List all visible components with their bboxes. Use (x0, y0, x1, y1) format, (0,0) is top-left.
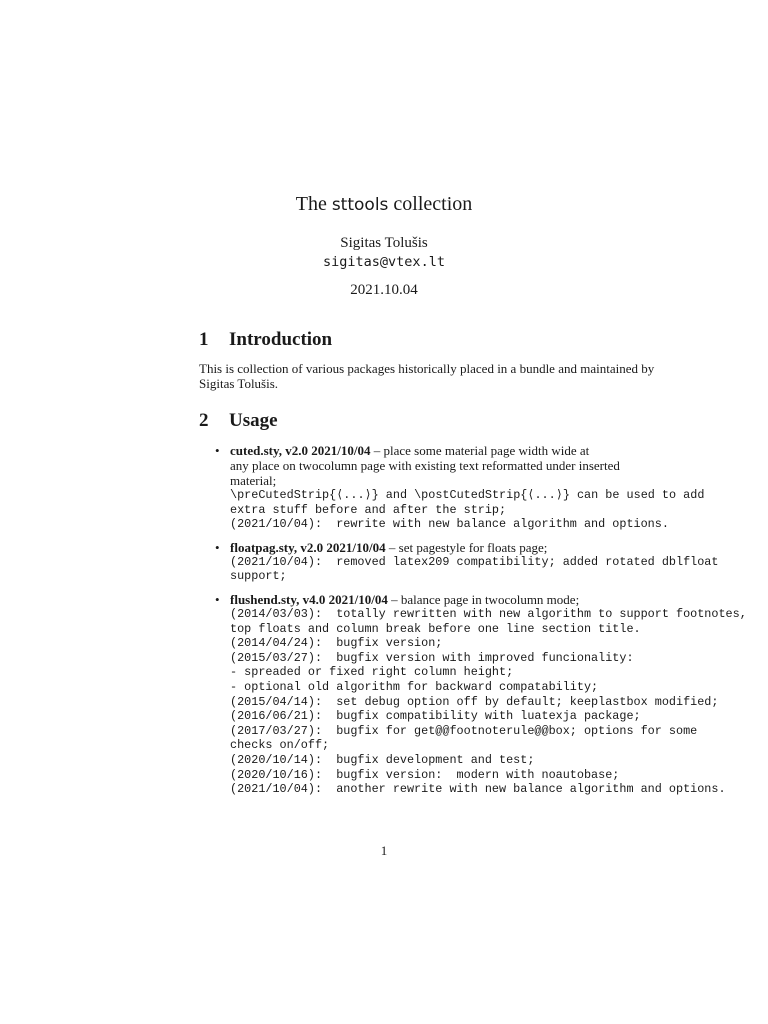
changelog-line: (2021/10/04): another rewrite with new balance algorithm and options. (230, 782, 726, 797)
changelog-line: (2014/03/03): totally rewritten with new algorithm to support footnotes, (230, 606, 747, 621)
package-list-item (215, 540, 735, 584)
changelog-line: extra stuff before and after the strip; (230, 502, 507, 517)
changelog-line: (2015/04/14): set debug option off by default; keeplastbox modified; (230, 694, 719, 709)
title-suffix: collection (388, 193, 473, 215)
section-title: Usage (229, 410, 278, 431)
changelog-line: (2021/10/04): removed latex209 compatibility; added rotated dblfloat (230, 554, 719, 569)
title-prefix: The (295, 193, 332, 215)
changelog-line: (2014/04/24): bugfix version; (230, 636, 443, 651)
section-number: 1 (199, 329, 209, 350)
document-date: 2021.10.04 (350, 282, 418, 298)
section-title: Introduction (229, 329, 333, 350)
changelog-line: (2016/06/21): bugfix compatibility with luatexja package; (230, 709, 641, 724)
section-heading-usage (199, 410, 278, 432)
package-description-line: any place on twocolumn page with existing text reformatted under inserted (230, 458, 620, 473)
changelog-line: support; (230, 569, 287, 584)
changelog-line: (2015/03/27): bugfix version with improved funcionality: (230, 650, 634, 665)
package-list (215, 443, 747, 805)
changelog-line: - optional old algorithm for backward compatability; (230, 679, 599, 694)
bullet-icon: • (215, 591, 220, 607)
package-list-item (215, 443, 735, 532)
document-title (0, 193, 768, 216)
package-heading (230, 540, 735, 555)
package-description-line: material; (230, 473, 277, 488)
package-description: – set pagestyle for floats page; (385, 539, 548, 555)
section-number: 2 (199, 410, 209, 431)
author-block (0, 234, 768, 272)
package-name-version: cuted.sty, v2.0 2021/10/04 (230, 443, 371, 458)
package-list-item (215, 591, 747, 797)
changelog-line: checks on/off; (230, 738, 330, 753)
package-name-version: floatpag.sty, v2.0 2021/10/04 (230, 539, 386, 555)
changelog-line: (2021/10/04): rewrite with new balance algorithm and options. (230, 517, 669, 532)
section-heading-introduction (199, 329, 332, 351)
package-name-version: flushend.sty, v4.0 2021/10/04 (230, 591, 388, 607)
changelog-line: - spreaded or fixed right column height; (230, 665, 514, 680)
page-number: 1 (380, 843, 388, 858)
author-email: sigitas@vtex.lt (323, 254, 445, 270)
bullet-icon: • (215, 443, 220, 458)
changelog-line: \preCutedStrip{⟨...⟩} and \postCutedStrip{⟨...⟩} can be used to add (230, 488, 705, 502)
intro-paragraph: This is collection of various packages historically placed in a bundle and maintained by Sigitas Tolušis. (199, 361, 655, 391)
package-description: – balance page in twocolumn mode; (387, 591, 580, 607)
package-description: – place some material page width wide at (370, 443, 590, 458)
changelog-line: (2017/03/27): bugfix for get@@footnoterule@@box; options for some (230, 723, 698, 738)
author-name: Sigitas Tolušis (340, 235, 428, 251)
title-package-name: sttools (331, 195, 389, 215)
changelog-line: top floats and column break before one line section title. (230, 621, 641, 636)
changelog-line: (2020/10/14): bugfix development and test; (230, 752, 535, 767)
changelog-line: (2020/10/16): bugfix version: modern with noautobase; (230, 767, 620, 782)
package-heading (230, 443, 735, 458)
package-heading (230, 592, 735, 607)
bullet-icon: • (215, 539, 220, 555)
